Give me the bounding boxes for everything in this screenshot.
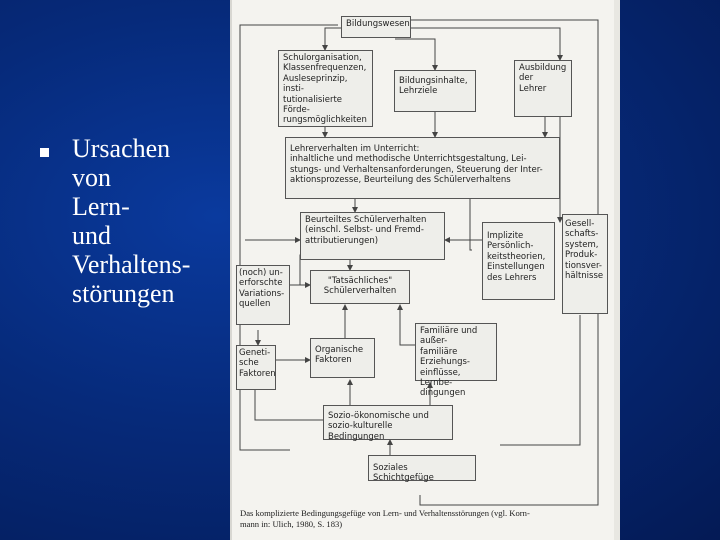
node-familiaere-einfluesse: Familiäre und außer- familiäre Erziehungs- einflüsse, Lernbe- dingungen	[415, 323, 497, 381]
node-schulorganisation: Schulorganisation, Klassenfrequenzen, Ausleseprinzip, insti- tutionalisierte Förde- rungsmöglichkeiten	[278, 50, 373, 127]
node-lehrerverhalten: Lehrerverhalten im Unterricht: inhaltliche und methodische Unterrichtsgestaltung, Lei- stungs- und Verhaltensanforderungen, Steuerung der Inter- aktionsprozesse, Beurteilung des Schülerverhaltens	[285, 137, 560, 199]
diagram-caption: Das komplizierte Bedingungsgefüge von Lern- und Verhaltensstörungen (vgl. Korn- mann in: Ulich, 1980, S. 183)	[240, 508, 530, 529]
node-bildungsinhalte: Bildungsinhalte, Lehrziele	[394, 70, 476, 112]
node-gesellschaftssystem: Gesell- schafts- system, Produk- tionsver- hältnisse	[562, 214, 608, 314]
node-variationsquellen: (noch) un- erforschte Variations- quellen	[236, 265, 290, 325]
node-genetische-faktoren: Geneti- sche Faktoren	[236, 345, 276, 390]
bullet-square-icon	[40, 148, 49, 157]
bullet-text: Ursachen von Lern- und Verhaltens- störungen	[72, 134, 191, 308]
node-organische-faktoren: Organische Faktoren	[310, 338, 375, 378]
node-bildungswesen: Bildungswesen	[341, 16, 411, 38]
node-sozio-oekonomische-bedingungen: Sozio-ökonomische und sozio-kulturelle Bedingungen	[323, 405, 453, 440]
node-soziales-schichtgefuege: Soziales Schichtgefüge	[368, 455, 476, 481]
node-tatsaechliches-schuelerverhalten: "Tatsächliches" Schülerverhalten	[310, 270, 410, 304]
node-ausbildung: Ausbildung der Lehrer	[514, 60, 572, 117]
panel-edge	[614, 0, 620, 540]
node-beurteiltes-schuelerverhalten: Beurteiltes Schülerverhalten (einschl. Selbst- und Fremd- attributierungen)	[300, 212, 445, 260]
node-implizite-persoenlichkeitstheorien: Implizite Persönlich- keitstheorien, Einstellungen des Lehrers	[482, 222, 555, 300]
